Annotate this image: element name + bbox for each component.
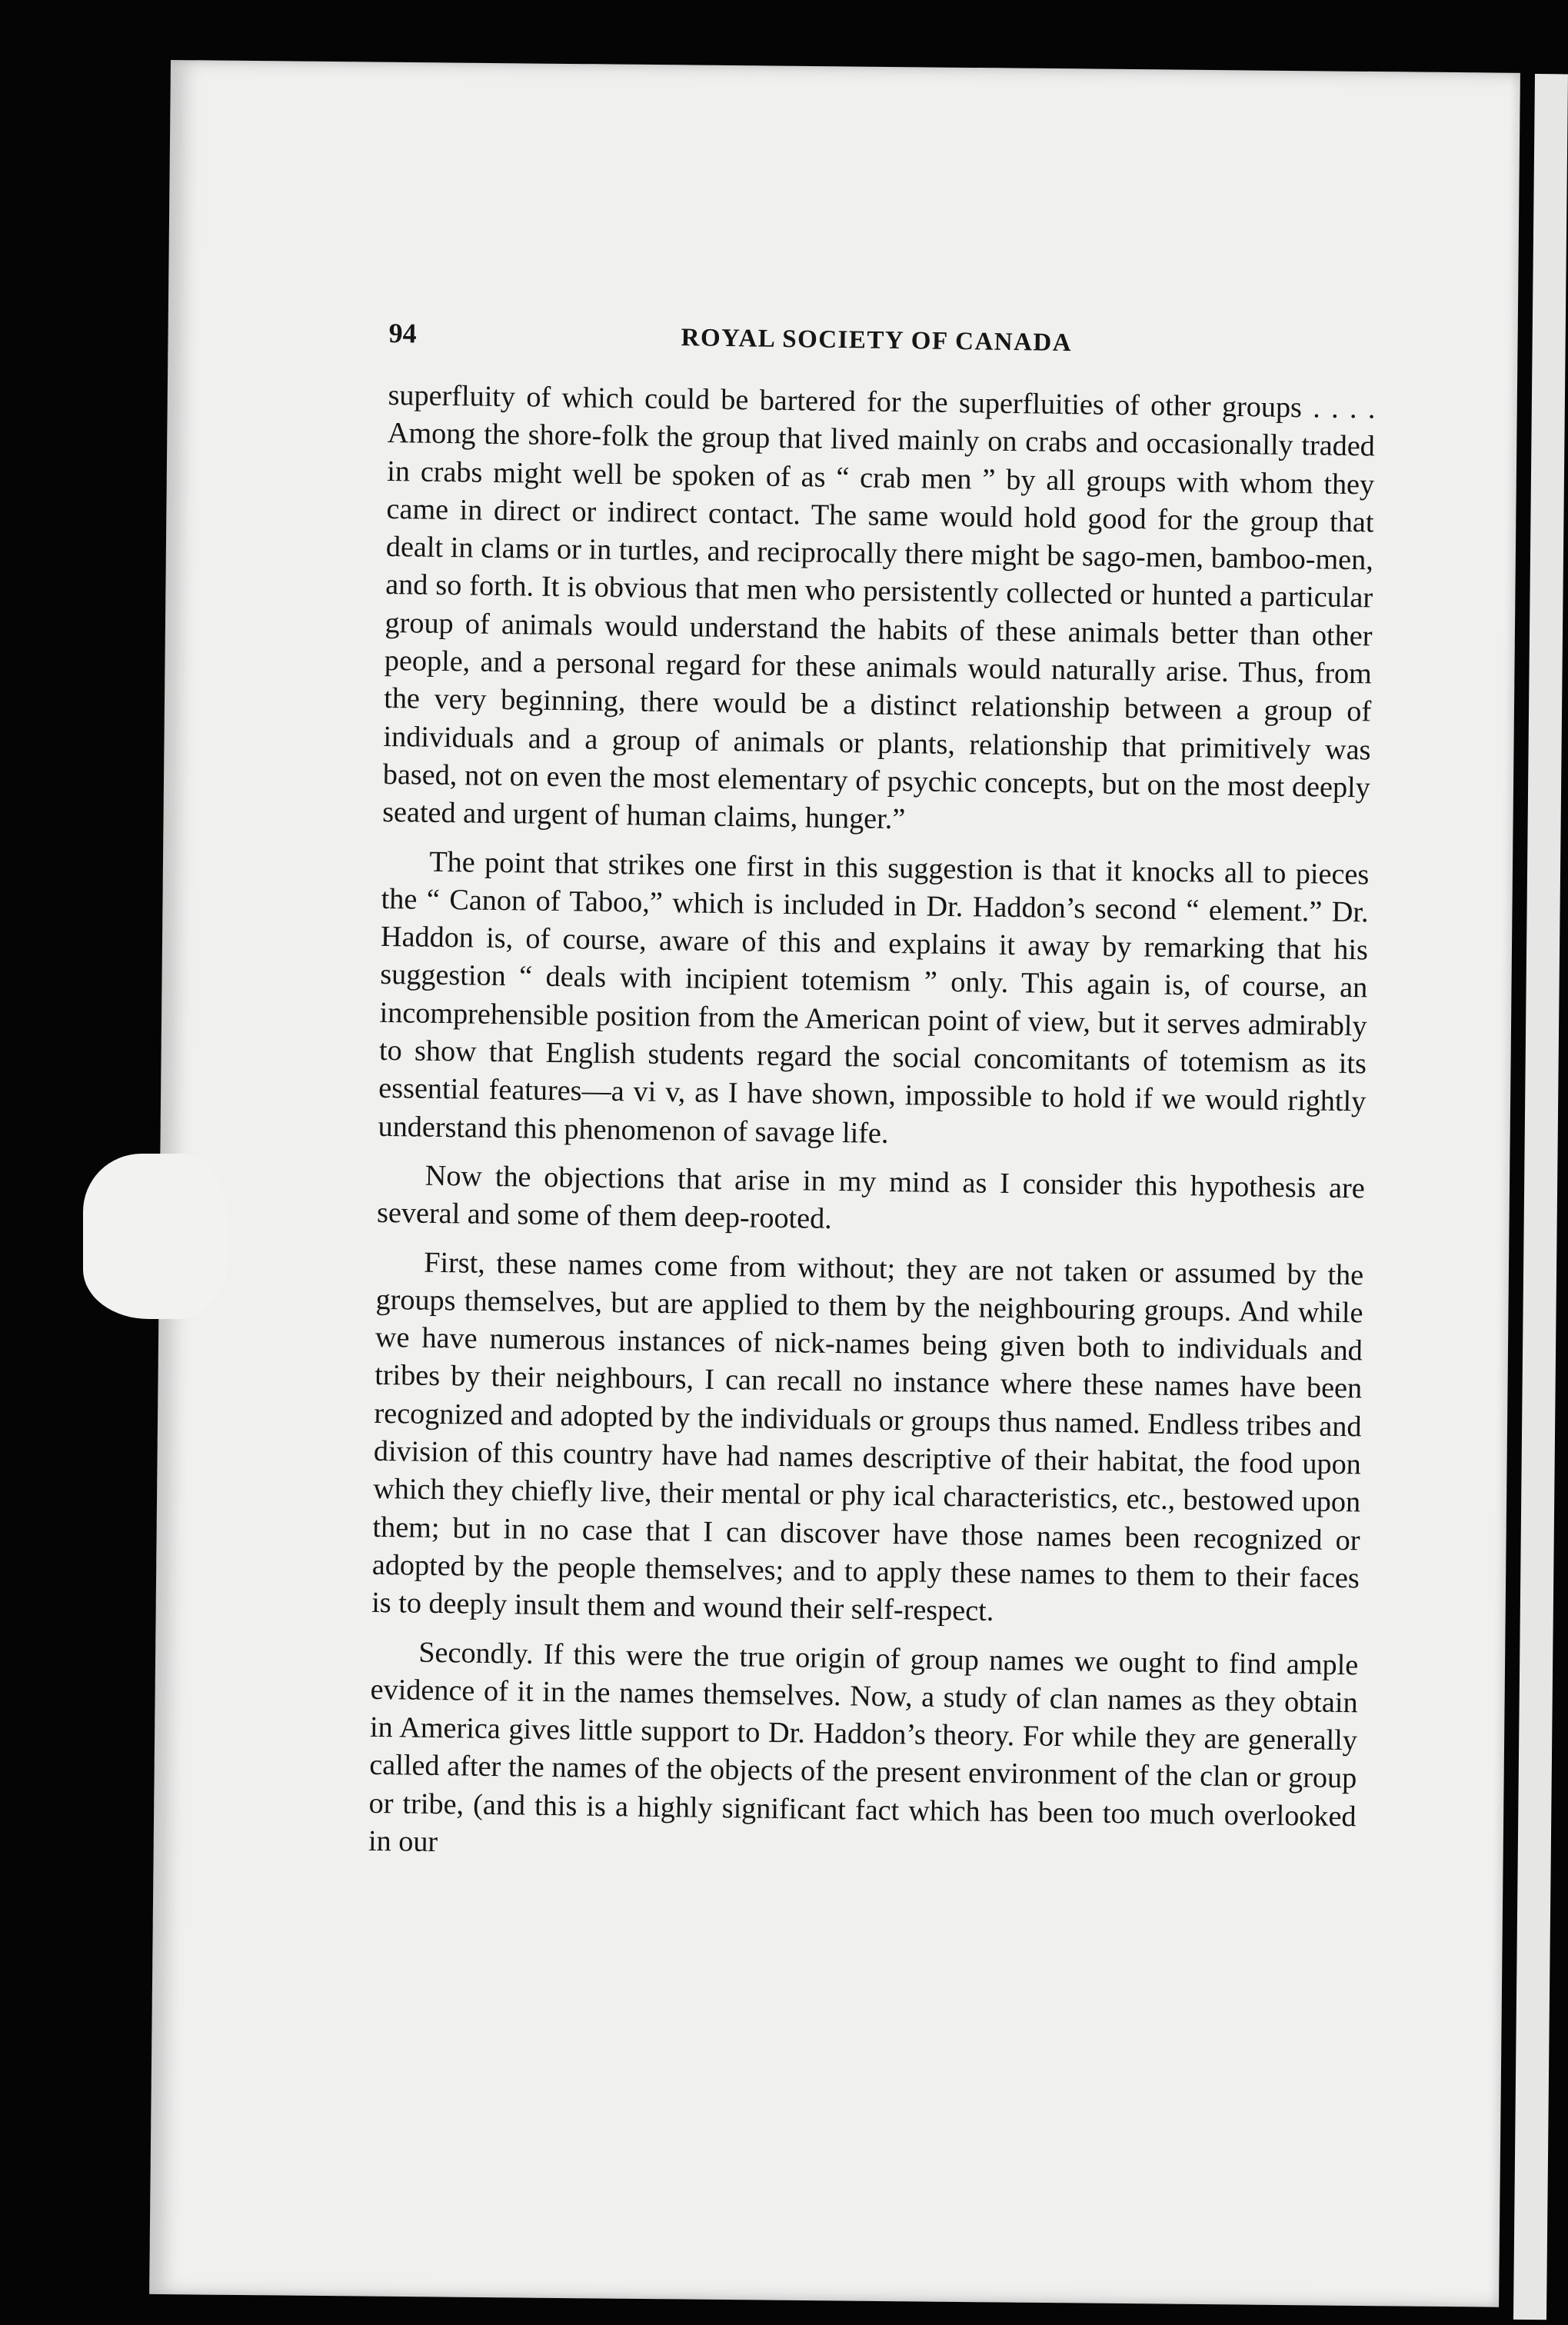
facing-page-edge (1513, 74, 1568, 2320)
paragraph-2: The point that strikes one first in this suggestion is that it knocks all to pieces the “ Canon of Taboo,” which is included in Dr. Haddon’s second “ element.” Dr. Haddon is, of course, aware of this and explains it away by remarking that his suggestion “ deals with incipient totemism ” only. This again is, of course, an incomprehensible position from the American point of view, but it serves admirably to show that English students regard the social concomitants of totemism as its essential features—a vi v, as I have shown, impossible to hold if we would rightly understand this phenomenon of savage life. (378, 845, 1370, 1150)
page-number: 94 (388, 317, 417, 349)
paragraph-5: Secondly. If this were the true origin of group names we ought to find ample evidence of it in the names themselves. Now, a study of clan names as they obtain in America gives little support to Dr. Haddon’s theory. For while they are generally called after the names of the objects of the present environment of the clan or group or tribe, (and this is a highly significant fact which has been too much overlooked in our (368, 1636, 1359, 1859)
torn-page-edge (83, 1154, 229, 1319)
page-text-block (368, 317, 1376, 1885)
paragraph-4: First, these names come from without; they are not taken or assumed by the groups themselves, but are applied to them by the neighbouring groups. And while we have numerous instances of nick-names being given both to individuals and tribes by their neighbours, I can recall no instance where these names have been recognized and adopted by the individuals or groups thus named. Endless tribes and division of this country have had names descriptive of their habitat, the food upon which they chiefly live, their mental or phy ical characteristics, etc., bestowed upon them; but in no case that I can discover have those names been recognized or adopted by the people themselves; and to apply these names to them to their faces is to deeply insult them and wound their self-respect. (371, 1246, 1364, 1628)
paragraph-1: superfluity of which could be bartered for the superfluities of other groups . . . . Among the shore-folk the group that lived mainly on crabs and occasionally traded in crabs might well be spoken of as “ crab men ” by all groups with whom they came in direct or indirect contact. The same would hold good for the group that dealt in clams or in turtles, and reciprocally there might be sago-men, bamboo-men, and so forth. It is obvious that men who persistently collected or hunted a particular group of animals would understand the habits of these animals better than other people, and a personal regard for these animals would naturally arise. Thus, from the very beginning, there would be a distinct relationship between a group of individuals and a group of animals or plants, relationship that primitively was based, not on even the most elementary of psychic concepts, but on the most deeply seated and urgent of human claims, hunger.” (381, 378, 1376, 836)
running-head-title: ROYAL SOCIETY OF CANADA (681, 324, 1073, 358)
paragraph-3: Now the objections that arise in my mind as I consider this hypothesis are several and some of them deep-rooted. (376, 1159, 1365, 1236)
